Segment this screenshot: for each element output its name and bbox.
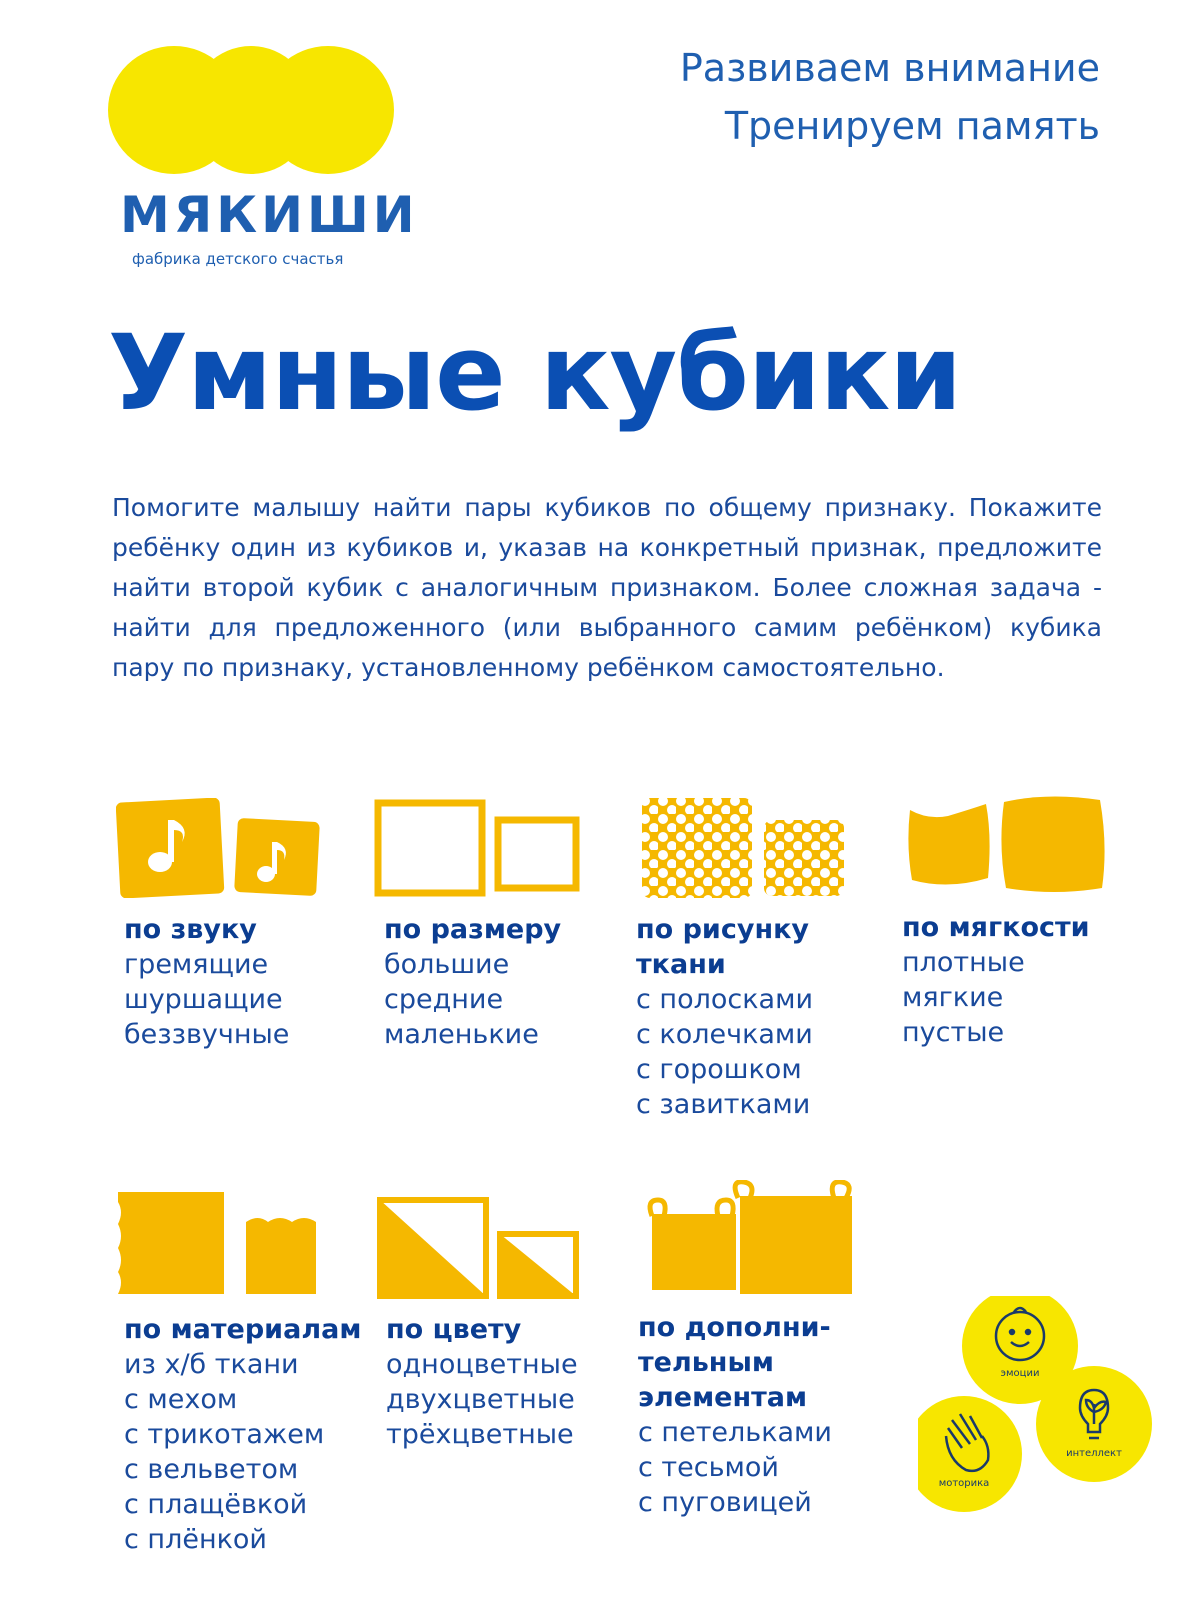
polka-dot-cubes-icon xyxy=(640,796,850,900)
feature-items xyxy=(386,1347,578,1452)
motor-badge xyxy=(918,1396,1022,1512)
list-item: маленькие xyxy=(384,1019,539,1050)
list-item: гремящие xyxy=(124,949,269,980)
feature-heading xyxy=(638,1310,831,1415)
list-item: трёхцветные xyxy=(386,1419,574,1450)
feature-softness xyxy=(902,796,1168,1066)
tagline-memory: Тренируем память xyxy=(724,104,1100,148)
soft-cubes-icon xyxy=(908,796,1108,896)
music-note-cubes-icon xyxy=(116,798,326,898)
heading-line: тельным xyxy=(638,1347,774,1378)
page-title: Умные кубики xyxy=(108,312,962,434)
feature-items xyxy=(124,1347,324,1557)
logo-blobs xyxy=(108,44,394,176)
badge-label-intellect: интеллект xyxy=(1066,1448,1122,1459)
list-item: с горошком xyxy=(636,1054,802,1085)
list-item: беззвучные xyxy=(124,1019,290,1050)
list-item: средние xyxy=(384,984,504,1015)
feature-color xyxy=(376,1196,636,1466)
tagline-attention: Развиваем внимание xyxy=(679,46,1100,90)
list-item: с вельветом xyxy=(124,1454,299,1485)
size-squares-icon xyxy=(372,798,592,898)
feature-size xyxy=(372,798,612,1068)
feature-items xyxy=(124,947,289,1052)
feature-pattern xyxy=(636,796,900,1136)
list-item: мягкие xyxy=(902,982,1004,1013)
two-color-cubes-icon xyxy=(376,1196,596,1300)
feature-extras xyxy=(638,1180,906,1560)
brand-name: МЯКИШИ xyxy=(120,186,419,244)
badge-label-motor: моторика xyxy=(938,1478,990,1489)
list-item: двухцветные xyxy=(386,1384,575,1415)
list-item: с мехом xyxy=(124,1384,238,1415)
feature-heading: по звуку xyxy=(124,914,257,945)
list-item: шуршащие xyxy=(124,984,283,1015)
feature-items xyxy=(636,982,813,1122)
list-item: с петельками xyxy=(638,1417,832,1448)
feature-heading: по материалам xyxy=(124,1314,362,1345)
list-item: с плёнкой xyxy=(124,1524,267,1555)
feature-heading: по размеру xyxy=(384,914,562,945)
list-item: с пуговицей xyxy=(638,1487,812,1518)
list-item: плотные xyxy=(902,947,1025,978)
list-item: из х/б ткани xyxy=(124,1349,299,1380)
list-item: пустые xyxy=(902,1017,1005,1048)
feature-materials xyxy=(114,1190,374,1590)
feature-items xyxy=(902,945,1025,1050)
list-item: большие xyxy=(384,949,510,980)
feature-items xyxy=(638,1415,832,1520)
list-item: с трикотажем xyxy=(124,1419,325,1450)
list-item: с завитками xyxy=(636,1089,811,1120)
heading-line: элементам xyxy=(638,1382,808,1413)
brand-slogan: фабрика детского счастья xyxy=(132,250,344,268)
development-badges xyxy=(918,1296,1158,1536)
list-item: с тесьмой xyxy=(638,1452,779,1483)
intellect-badge xyxy=(1036,1366,1152,1482)
heading-line: по дополни- xyxy=(638,1312,831,1343)
feature-heading xyxy=(636,912,826,982)
heading-line: по рисунку ткани xyxy=(636,914,810,980)
feature-heading: по мягкости xyxy=(902,912,1090,943)
intro-paragraph: Помогите малышу найти пары кубиков по общему признаку. Покажите ребёнку один из кубиков и, указав на конкретный признак, предложите найти второй кубик с аналогичным признаком. Более сложная задача - найти для предложенного (или выбранного самим ребёнком) кубика пару по признаку, установленному ребёнком самостоятельно. xyxy=(112,493,1102,682)
fabric-cubes-icon xyxy=(114,1190,330,1296)
list-item: с плащёвкой xyxy=(124,1489,308,1520)
badge-label-emotions: эмоции xyxy=(1000,1368,1040,1379)
list-item: с полосками xyxy=(636,984,813,1015)
feature-items xyxy=(384,947,539,1052)
list-item: с колечками xyxy=(636,1019,813,1050)
feature-heading: по цвету xyxy=(386,1314,522,1345)
loop-cubes-icon xyxy=(646,1180,866,1296)
list-item: одноцветные xyxy=(386,1349,578,1380)
feature-sound xyxy=(116,798,356,1068)
